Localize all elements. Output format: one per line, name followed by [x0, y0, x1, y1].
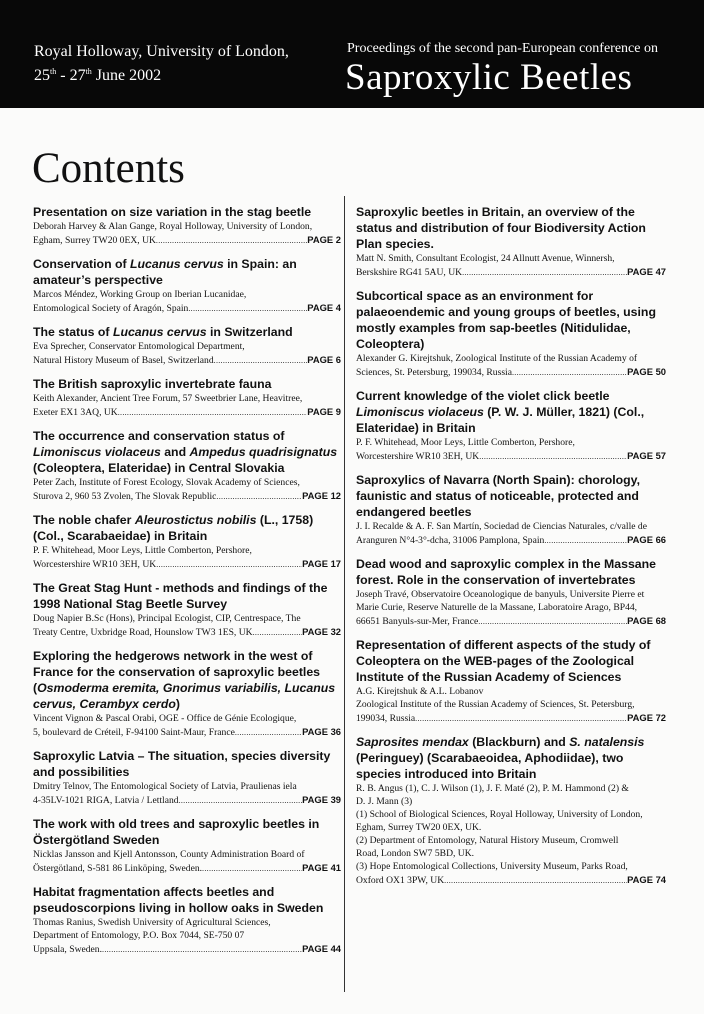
page-number[interactable]: PAGE 17 [302, 558, 341, 569]
entry-title [33, 884, 341, 916]
title-text: The Great Stag Hunt - methods and findings of the 1998 National Stag Beetle Survey [33, 581, 328, 611]
contents-entry[interactable] [356, 556, 666, 628]
address-page-line [33, 353, 341, 367]
title-text: and [160, 445, 190, 459]
contents-entry[interactable] [33, 324, 341, 367]
address-text: 66651 Banyuls-sur-Mer, France [356, 616, 479, 627]
species-name: Saprosites mendax [356, 735, 469, 749]
address-text: Egham, Surrey TW20 0EX, UK [33, 235, 156, 246]
dot-leader [156, 558, 302, 571]
author-affiliation-line: (2) Department of Entomology, Natural History Museum, Cromwell [356, 835, 619, 846]
contents-column-left [33, 204, 341, 965]
entry-title [356, 388, 666, 436]
address-page-line [33, 861, 341, 875]
title-text: ) [175, 697, 180, 711]
contents-entry[interactable] [33, 256, 341, 315]
dot-leader [235, 726, 302, 739]
page-number[interactable]: PAGE 57 [627, 450, 666, 461]
page-number[interactable]: PAGE 39 [302, 794, 341, 805]
contents-entry[interactable] [33, 580, 341, 639]
author-affiliation-line: Eva Sprecher, Conservator Entomological Department, [33, 341, 245, 352]
address-page-line [356, 265, 666, 279]
author-affiliation-line: Joseph Travé, Observatoire Oceanologique de banyuls, Universite Pierre et [356, 589, 645, 600]
address-text: Natural History Museum of Basel, Switzerland [33, 355, 214, 366]
address-text: Treaty Centre, Uxbridge Road, Hounslow TW3 1ES, UK [33, 627, 253, 638]
author-affiliation-line: Marie Curie, Reserve Naturelle de la Massane, Laboratoire Arago, BP44, [356, 602, 638, 613]
page-title: Contents [32, 145, 185, 192]
author-affiliation-line: D. J. Mann (3) [356, 796, 413, 807]
entry-title [356, 637, 666, 685]
page-number[interactable]: PAGE 6 [307, 354, 341, 365]
contents-entry[interactable] [33, 648, 341, 739]
author-affiliation-line: Zoological Institute of the Russian Academy of Sciences, St. Petersburg, [356, 699, 635, 710]
page-number[interactable]: PAGE 47 [627, 266, 666, 277]
page-number[interactable]: PAGE 32 [302, 626, 341, 637]
contents-entry[interactable] [356, 288, 666, 379]
page-number[interactable]: PAGE 41 [302, 862, 341, 873]
title-text: The noble chafer [33, 513, 135, 527]
title-text: (P. W. J. Müller, 1821) (Col., Elateridae) in Britain [356, 405, 645, 435]
author-affiliation-line: Vincent Vignon & Pascal Orabi, OGE - Office de Génie Ecologique, [33, 713, 297, 724]
title-text: in Spain: an amateur’s perspective [33, 257, 297, 287]
contents-entry[interactable] [33, 512, 341, 571]
contents-entry[interactable] [33, 816, 341, 875]
contents-entry[interactable] [356, 204, 666, 279]
header-banner [0, 0, 704, 108]
address-page-line [33, 725, 341, 739]
title-text: The British saproxylic invertebrate fauna [33, 377, 272, 391]
address-text: Oxford OX1 3PW, UK [356, 875, 445, 886]
author-affiliation-line: Alexander G. Kirejtshuk, Zoological Institute of the Russian Academy of [356, 353, 638, 364]
entry-title [33, 816, 341, 848]
dot-leader [188, 302, 307, 315]
dot-leader [478, 615, 627, 628]
entry-title [33, 748, 341, 780]
contents-column-right [356, 204, 666, 896]
page-number[interactable]: PAGE 50 [627, 366, 666, 377]
address-text: Uppsala, Sweden. [33, 944, 103, 955]
entry-title [33, 512, 341, 544]
title-text: Saproxylics of Navarra (North Spain): chorology, faunistic and status of noticeable, protected and endangered beetles [356, 473, 641, 519]
entry-title [356, 288, 666, 352]
author-affiliation-line: Road, London SW7 5BD, UK. [356, 848, 475, 859]
entry-title [33, 204, 341, 220]
species-name: Aleurostictus nobilis [134, 513, 257, 527]
dot-leader [214, 354, 308, 367]
author-affiliation-line: (3) Hope Entomological Collections, University Museum, Parks Road, [356, 861, 628, 872]
author-affiliation-line: P. F. Whitehead, Moor Leys, Little Comberton, Pershore, [33, 545, 252, 556]
dot-leader [253, 626, 303, 639]
dot-leader [544, 534, 627, 547]
address-text: Worcestershire WR10 3EH, UK [356, 451, 480, 462]
contents-entry[interactable] [356, 734, 666, 887]
author-affiliation-line: (1) School of Biological Sciences, Royal Holloway, University of London, [356, 809, 643, 820]
address-text: Exeter EX1 3AQ, UK [33, 407, 118, 418]
title-text: The occurrence and conservation status of [33, 429, 285, 443]
page-number[interactable]: PAGE 74 [627, 874, 666, 885]
address-text: Worcestershire WR10 3EH, UK [33, 559, 157, 570]
entry-title [33, 648, 341, 712]
address-text: Sciences, St. Petersburg, 199034, Russia [356, 367, 512, 378]
author-affiliation-line: A.G. Kirejtshuk & A.L. Lobanov [356, 686, 484, 697]
species-name: Limoniscus violaceus [33, 445, 161, 459]
dot-leader [415, 712, 627, 725]
author-affiliation-line: Doug Napier B.Sc (Hons), Principal Ecologist, CIP, Centrespace, The [33, 613, 301, 624]
title-text: Exploring the hedgerows network in the west of France for the conservation of saproxylic beetles ( [33, 649, 321, 695]
proceedings-line: Proceedings of the second pan-European conference on [347, 41, 658, 56]
address-page-line [356, 533, 666, 547]
page-number[interactable]: PAGE 4 [307, 302, 341, 313]
title-text: (Coleoptera, Elateridae) in Central Slovakia [33, 461, 285, 475]
dot-leader [479, 450, 627, 463]
contents-entry[interactable] [33, 376, 341, 419]
species-name: Lucanus cervus [112, 325, 207, 339]
author-affiliation-line: R. B. Angus (1), C. J. Wilson (1), J. F. Maté (2), P. M. Hammond (2) & [356, 783, 629, 794]
title-text: Saproxylic Latvia – The situation, species diversity and possibilities [33, 749, 331, 779]
dot-leader [444, 874, 627, 887]
address-text: Entomological Society of Aragón, Spain [33, 303, 189, 314]
page-number[interactable]: PAGE 72 [627, 712, 666, 723]
contents-entry[interactable] [33, 204, 341, 247]
entry-title [356, 556, 666, 588]
species-name: Ampedus quadrisignatus [189, 445, 338, 459]
page-number[interactable]: PAGE 44 [302, 943, 341, 954]
entry-title [356, 472, 666, 520]
dot-leader [179, 794, 303, 807]
author-affiliation-line: Peter Zach, Institute of Forest Ecology, Slovak Academy of Sciences, [33, 477, 300, 488]
address-text: Östergötland, S-581 86 Linköping, Sweden. [33, 863, 203, 874]
title-text: Habitat fragmentation affects beetles and pseudoscorpions living in hollow oaks in Sweden [33, 885, 324, 915]
address-page-line [33, 942, 341, 956]
entry-title [33, 580, 341, 612]
address-page-line [356, 449, 666, 463]
page-number[interactable]: PAGE 9 [307, 406, 341, 417]
entry-title [356, 734, 666, 782]
title-text: Conservation of [33, 257, 131, 271]
author-affiliation-line: J. I. Recalde & A. F. San Martín, Sociedad de Ciencias Naturales, c/valle de [356, 521, 647, 532]
species-name: Osmoderma eremita, Gnorimus variabilis, Lucanus cervus, Cerambyx cerdo [33, 681, 336, 711]
page-number[interactable]: PAGE 36 [302, 726, 341, 737]
address-page-line [356, 365, 666, 379]
contents-entry[interactable] [356, 637, 666, 725]
dot-leader [512, 366, 627, 379]
address-text: Sturova 2, 960 53 Zvolen, The Slovak Republic [33, 491, 217, 502]
title-text: The status of [33, 325, 113, 339]
title-text: in Switzerland [206, 325, 293, 339]
title-text: Current knowledge of the violet click beetle [356, 389, 610, 403]
dot-leader [462, 266, 627, 279]
address-text: Aranguren N°4-3°-dcha, 31006 Pamplona, Spain [356, 535, 545, 546]
address-page-line [356, 873, 666, 887]
dot-leader [118, 406, 308, 419]
entry-title [33, 256, 341, 288]
author-affiliation-line: Thomas Ranius, Swedish University of Agricultural Sciences, [33, 917, 271, 928]
address-text: 5, boulevard de Créteil, F-94100 Saint-Maur, France [33, 727, 235, 738]
address-page-line [33, 405, 341, 419]
title-text: (L., 1758) (Col., Scarabaeidae) in Britain [33, 513, 314, 543]
page-number[interactable]: PAGE 2 [307, 234, 341, 245]
entry-title [356, 204, 666, 252]
author-affiliation-line: Dmitry Telnov, The Entomological Society of Latvia, Praulienas iela [33, 781, 297, 792]
page-number[interactable]: PAGE 66 [627, 534, 666, 545]
author-affiliation-line: Matt N. Smith, Consultant Ecologist, 24 Allnutt Avenue, Winnersh, [356, 253, 615, 264]
author-affiliation-line: Marcos Méndez, Working Group on Iberian Lucanidae, [33, 289, 247, 300]
title-text: Representation of different aspects of the study of Coleoptera on the WEB-pages of the Zoological Institute of the Russian Academy of Sciences [356, 638, 651, 684]
address-text: 4-35LV-1021 RIGA, Latvia / Lettland [33, 795, 179, 806]
title-text: Saproxylic beetles in Britain, an overview of the status and distribution of four Biodiversity Action Plan species. [356, 205, 646, 251]
species-name: S. natalensis [569, 735, 645, 749]
address-page-line [33, 301, 341, 315]
title-text: (Blackburn) and [468, 735, 570, 749]
title-text: (Peringuey) (Scarabaeoidea, Aphodiidae), two species introduced into Britain [356, 751, 624, 781]
entry-title [33, 324, 341, 340]
author-affiliation-line: Nicklas Jansson and Kjell Antonsson, County Administration Board of [33, 849, 305, 860]
contents-entry[interactable] [33, 748, 341, 807]
title-text: Dead wood and saproxylic complex in the Massane forest. Role in the conservation of invertebrates [356, 557, 656, 587]
title-text: The work with old trees and saproxylic beetles in Östergötland Sweden [33, 817, 320, 847]
title-text: Presentation on size variation in the stag beetle [33, 205, 312, 219]
address-page-line [33, 625, 341, 639]
venue-line: Royal Holloway, University of London, [34, 43, 289, 60]
author-affiliation-line: Department of Entomology, P.O. Box 7044, SE-750 07 [33, 930, 245, 941]
dot-leader [102, 943, 302, 956]
contents-entry[interactable] [33, 428, 341, 503]
address-page-line [33, 793, 341, 807]
entry-title [33, 428, 341, 476]
author-affiliation-line: Egham, Surrey TW20 0EX, UK. [356, 822, 482, 833]
column-divider [344, 196, 345, 992]
address-text: 199034, Russia [356, 713, 416, 724]
page-number[interactable]: PAGE 68 [627, 615, 666, 626]
author-affiliation-line: P. F. Whitehead, Moor Leys, Little Comberton, Pershore, [356, 437, 575, 448]
title-text: Subcortical space as an environment for palaeoendemic and young groups of beetles, using mostly examples from sap-beetles (Nitidulidae, Coleoptera) [356, 289, 656, 351]
species-name: Lucanus cervus [130, 257, 224, 271]
dot-leader [202, 862, 302, 875]
page-number[interactable]: PAGE 12 [302, 490, 341, 501]
author-affiliation-line: Deborah Harvey & Alan Gange, Royal Holloway, University of London, [33, 221, 313, 232]
contents-entry[interactable] [356, 388, 666, 463]
conference-title: Saproxylic Beetles [345, 57, 633, 98]
species-name: Limoniscus violaceus [356, 405, 484, 419]
address-page-line [33, 489, 341, 503]
date-line: 25th - 27th June 2002 [34, 67, 162, 84]
contents-entry[interactable] [356, 472, 666, 547]
contents-entry[interactable] [33, 884, 341, 956]
dot-leader [156, 234, 307, 247]
address-text: Berskshire RG41 5AU, UK [356, 267, 463, 278]
dot-leader [216, 490, 302, 503]
entry-title [33, 376, 341, 392]
address-page-line [356, 614, 666, 628]
address-page-line [356, 711, 666, 725]
address-page-line [33, 557, 341, 571]
author-affiliation-line: Keith Alexander, Ancient Tree Forum, 57 Sweetbrier Lane, Heavitree, [33, 393, 303, 404]
address-page-line [33, 233, 341, 247]
